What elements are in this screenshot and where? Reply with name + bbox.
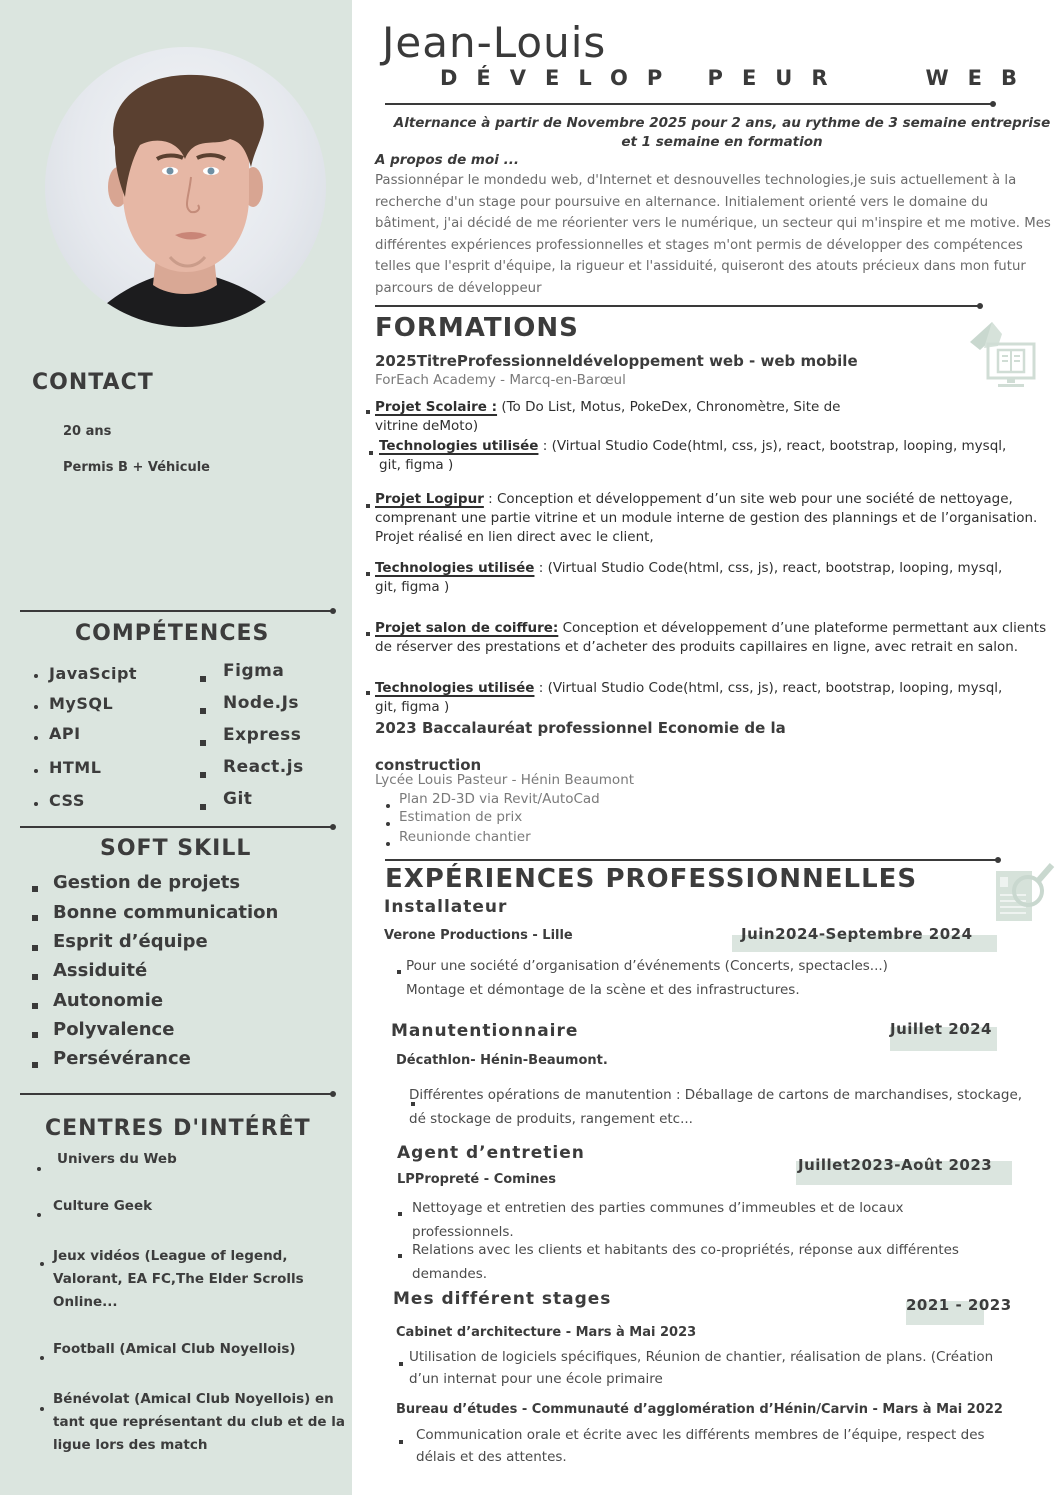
- course-item: Reunionde chantier: [399, 829, 531, 845]
- project-tech: Technologies utilisée : (Virtual Studio Code(html, css, js), react, bootstrap, looping, mysql, git, figma ): [375, 560, 1003, 595]
- portrait-illustration: [45, 47, 326, 327]
- divider: [20, 826, 333, 828]
- interest-item: Culture Geek: [53, 1198, 153, 1214]
- soft-skills-heading: SOFT SKILL: [100, 836, 252, 861]
- bullet-icon: [34, 769, 38, 773]
- degree-title: 2025TitreProfessionneldéveloppement web - web mobile: [375, 352, 858, 370]
- soft-skill-item: Bonne communication: [53, 902, 279, 923]
- about-text: Passionnépar le mondedu web, d'Internet et desnouvelles technologies,je suis actuellement à la recherche d'un stage pour poursuive en alternance. Initialement orienté vers le domaine du bâtiment, j'ai décidé de me réorienter vers le numérique, un secteur qui m'inspire et me motive. Mes différentes expériences professionnelles et stages m'ont permis de développer des compétences telles que l'esprit d'équipe, la rigueur et l'assiduité, quiseront des atouts précieux dans mon futur parcours de développeur: [375, 173, 1051, 296]
- stage-desc: Utilisation de logiciels spécifiques, Réunion de chantier, réalisation de plans. (Création d’un internat pour une école primaire: [409, 1349, 994, 1387]
- bullet-icon: [397, 970, 401, 974]
- bullet-icon: [32, 1062, 38, 1068]
- soft-skill-item: Polyvalence: [53, 1019, 175, 1040]
- profile-photo: [45, 47, 326, 327]
- job-desc: Montage et démontage de la scène et des infrastructures.: [406, 982, 800, 998]
- job-title: Installateur: [384, 897, 508, 917]
- bullet-icon: [34, 705, 38, 709]
- project-school: Projet Scolaire : (To Do List, Motus, PokeDex, Chronomètre, Site de vitrine deMoto): [375, 399, 841, 434]
- soft-skill-item: Esprit d’équipe: [53, 931, 208, 952]
- interest-item: Football (Amical Club Noyellois): [53, 1341, 296, 1357]
- job-title: Agent d’entretien: [397, 1143, 585, 1163]
- skill-item: Node.Js: [223, 693, 300, 713]
- skill-item: API: [49, 724, 81, 743]
- bullet-icon: [399, 1362, 403, 1366]
- skill-item: Express: [223, 725, 302, 745]
- bullet-icon: [200, 676, 206, 682]
- bullet-icon: [40, 1356, 44, 1360]
- sidebar: [0, 0, 352, 1495]
- soft-skill-item: Persévérance: [53, 1048, 191, 1069]
- bullet-icon: [34, 736, 38, 740]
- skill-item: Figma: [223, 661, 285, 681]
- project-logipur: Projet Logipur : Conception et développement d’un site web pour une société de nettoyage, comprenant une partie vitrine et un module interne de gestion des plannings et de l’organisation. Projet réalisé en lien direct avec le client,: [375, 491, 1038, 545]
- company-name: LPPropreté - Comines: [397, 1172, 556, 1187]
- bullet-icon: [366, 410, 370, 414]
- date-badge: Juillet2023-Août 2023: [798, 1156, 993, 1174]
- experiences-heading: EXPÉRIENCES PROFESSIONNELLES: [385, 864, 918, 894]
- bullet-icon: [40, 1262, 44, 1266]
- divider: [375, 305, 980, 307]
- availability-tagline: Alternance à partir de Novembre 2025 pour 2 ans, au rythme de 3 semaine entreprise et 1 semaine en formation: [393, 115, 1051, 150]
- bullet-icon: [366, 572, 370, 576]
- bullet-icon: [398, 1254, 402, 1258]
- skill-item: MySQL: [49, 694, 114, 713]
- bullet-icon: [398, 1212, 402, 1216]
- soft-skill-item: Assiduité: [53, 960, 148, 981]
- interest-item: Univers du Web: [57, 1151, 177, 1167]
- document-magnifier-icon: [990, 857, 1056, 925]
- job-desc: Relations avec les clients et habitants des co-propriétés, réponse aux différentes demandes.: [412, 1242, 959, 1282]
- contact-license: Permis B + Véhicule: [63, 460, 210, 475]
- job-title: DÉVELOP PEUR WEB: [440, 66, 1036, 90]
- divider: [385, 859, 998, 861]
- bullet-icon: [366, 632, 370, 636]
- divider: [20, 610, 333, 612]
- bullet-icon: [32, 886, 38, 892]
- bullet-icon: [369, 451, 373, 455]
- school-name: Lycée Louis Pasteur - Hénin Beaumont: [375, 772, 635, 788]
- course-item: Plan 2D-3D via Revit/AutoCad: [399, 791, 600, 807]
- bullet-icon: [386, 804, 390, 808]
- stage-company: Cabinet d’architecture - Mars à Mai 2023: [396, 1325, 697, 1340]
- bullet-icon: [40, 1407, 44, 1411]
- school-name: ForEach Academy - Marcq-en-Barœul: [375, 372, 626, 388]
- job-desc: Nettoyage et entretien des parties communes d’immeubles et de locaux professionnels.: [412, 1200, 904, 1240]
- skill-item: Git: [223, 789, 253, 809]
- bullet-icon: [200, 708, 206, 714]
- about-heading: A propos de moi ...: [375, 152, 519, 168]
- job-desc: Pour une société d’organisation d’événements (Concerts, spectacles...): [406, 958, 888, 974]
- job-title: Mes différent stages: [393, 1289, 612, 1309]
- skill-item: CSS: [49, 791, 85, 810]
- date-badge: Juillet 2024: [890, 1020, 992, 1038]
- bullet-icon: [200, 804, 206, 810]
- project-tech: Technologies utilisée : (Virtual Studio Code(html, css, js), react, bootstrap, looping, mysql, git, figma ): [375, 680, 1003, 715]
- bullet-icon: [32, 1032, 38, 1038]
- bullet-icon: [200, 740, 206, 746]
- stage-desc: Communication orale et écrite avec les différents membres de l’équipe, respect des délais et des attentes.: [416, 1427, 985, 1465]
- company-name: Décathlon- Hénin-Beaumont.: [396, 1053, 608, 1068]
- bullet-icon: [200, 772, 206, 778]
- divider: [20, 1093, 333, 1095]
- project-salon: Projet salon de coiffure: Conception et développement d’une plateforme permettant aux clients de réserver des prestations et d’acheter des produits capillaires en ligne, avec retrait en salon.: [375, 620, 1047, 655]
- candidate-name: Jean-Louis: [382, 18, 607, 67]
- interest-item: Bénévolat (Amical Club Noyellois) en tant que représentant du club et de la ligue lors des match: [53, 1391, 346, 1453]
- stage-company: Bureau d’études - Communauté d’agglomération d’Hénin/Carvin - Mars à Mai 2022: [396, 1402, 1003, 1417]
- bullet-icon: [366, 504, 370, 508]
- soft-skill-item: Gestion de projets: [53, 872, 241, 893]
- skill-item: HTML: [49, 758, 102, 777]
- divider: [385, 103, 993, 105]
- bullet-icon: [399, 1440, 403, 1444]
- course-item: Estimation de prix: [399, 809, 523, 825]
- bullet-icon: [34, 674, 38, 678]
- bullet-icon: [37, 1213, 41, 1217]
- date-badge: Juin2024-Septembre 2024: [741, 925, 973, 943]
- degree-title-cont: construction: [375, 756, 482, 774]
- bullet-icon: [32, 915, 38, 921]
- bullet-icon: [386, 822, 390, 826]
- graduation-computer-icon: [960, 318, 1040, 390]
- main-content: [352, 0, 1059, 1497]
- job-title: Manutentionnaire: [391, 1021, 579, 1041]
- bullet-icon: [32, 1003, 38, 1009]
- bullet-icon: [386, 842, 390, 846]
- degree-title: 2023 Baccalauréat professionnel Economie de la: [375, 719, 786, 737]
- job-desc: Différentes opérations de manutention : Déballage de cartons de marchandises, stockage, dé stockage de produits, rangement etc...: [409, 1087, 1023, 1127]
- interest-item: Jeux vidéos (League of legend, Valorant, EA FC,The Elder Scrolls Online...: [53, 1248, 304, 1310]
- interests-heading: CENTRES D'INTÉRÊT: [45, 1116, 311, 1141]
- formations-heading: FORMATIONS: [375, 313, 579, 343]
- skill-item: React.js: [223, 757, 304, 777]
- date-badge: 2021 - 2023: [906, 1296, 1012, 1314]
- bullet-icon: [366, 691, 370, 695]
- project-tech: Technologies utilisée : (Virtual Studio Code(html, css, js), react, bootstrap, looping, mysql, git, figma ): [379, 438, 1007, 473]
- bullet-icon: [34, 802, 38, 806]
- contact-heading: CONTACT: [32, 370, 154, 395]
- bullet-icon: [37, 1167, 41, 1171]
- soft-skill-item: Autonomie: [53, 990, 164, 1011]
- skills-heading: COMPÉTENCES: [75, 621, 270, 646]
- contact-age: 20 ans: [63, 424, 112, 439]
- skill-item: JavaScipt: [49, 664, 138, 683]
- bullet-icon: [32, 974, 38, 980]
- company-name: Verone Productions - Lille: [384, 928, 573, 943]
- bullet-icon: [32, 945, 38, 951]
